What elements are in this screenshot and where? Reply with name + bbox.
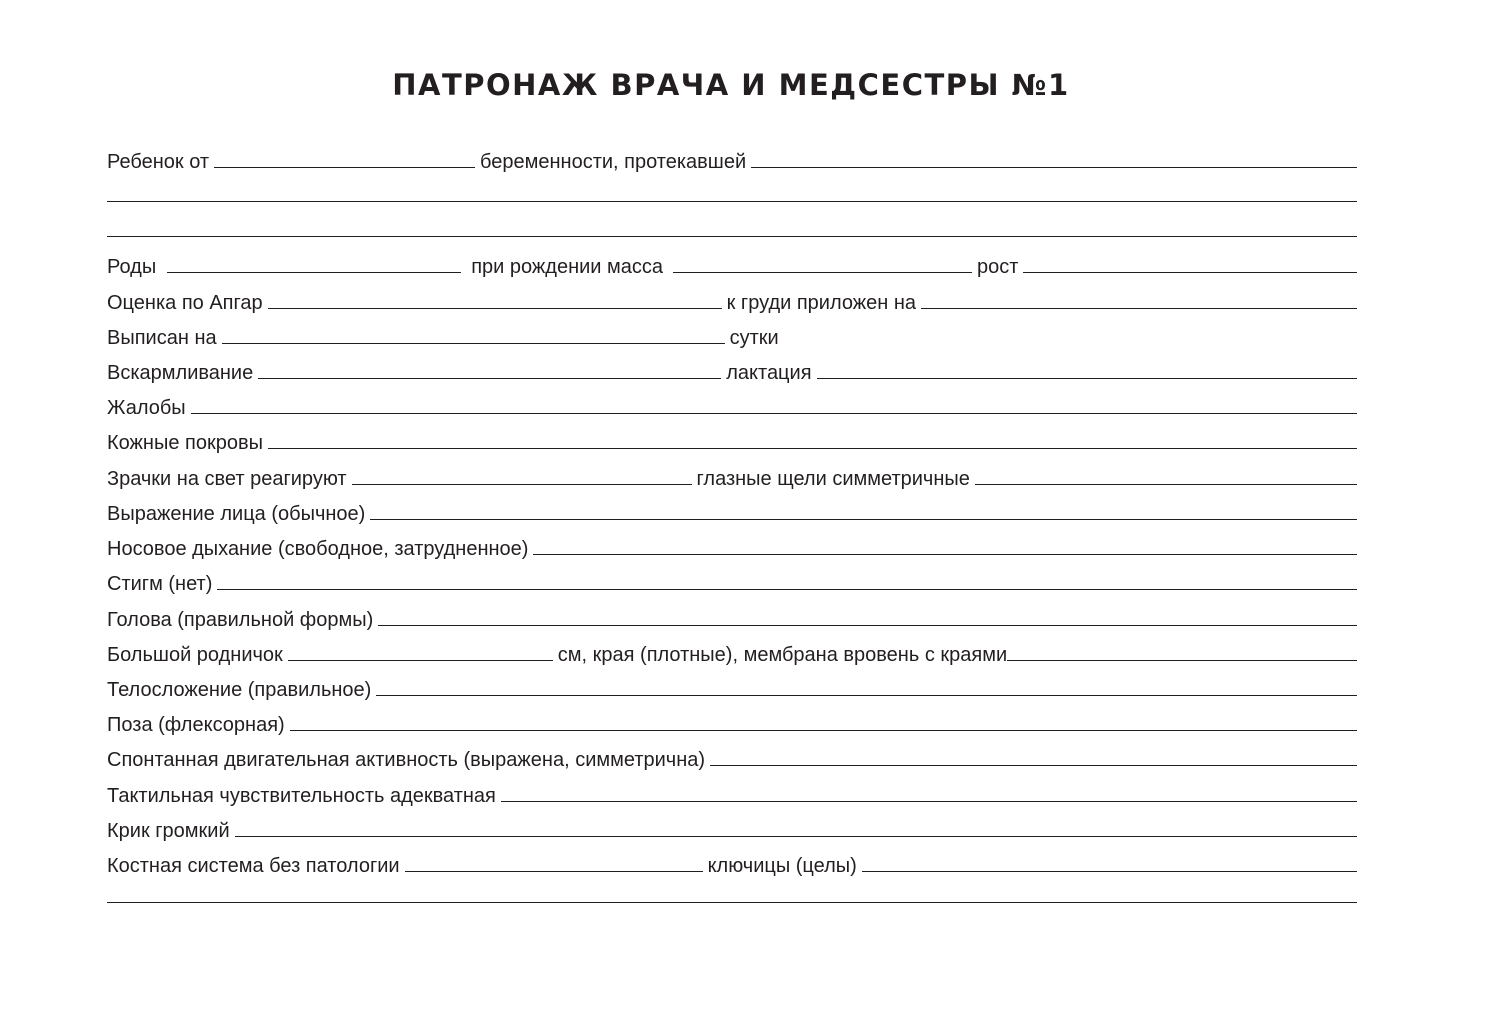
skin-blank[interactable] [268,448,1357,449]
form-row-cry [107,813,1357,843]
field-label: Выражение лица (обычное) [107,503,366,525]
field-label: рост [977,256,1019,278]
pregnancy-continuation-line-1[interactable] [107,201,1357,202]
form-row-nasal [107,531,1357,561]
form-row-feeding [107,355,1357,385]
pose-blank[interactable] [290,730,1357,731]
form-row-apgar [107,285,1357,315]
field-label: Ребенок от [107,151,210,173]
child-from-blank[interactable] [214,167,475,168]
feeding-blank[interactable] [258,378,721,379]
field-label: беременности, протекавшей [480,151,747,173]
form-row-skin [107,425,1357,455]
discharged-blank[interactable] [222,343,725,344]
field-label: Стигм (нет) [107,573,213,595]
form-row-pose [107,707,1357,737]
pupils-blank[interactable] [352,484,692,485]
field-label: к груди приложен на [726,292,917,314]
form-row-pupils [107,461,1357,491]
form-row-bones [107,848,1357,878]
height-blank[interactable] [1023,272,1357,273]
form-row-stigma [107,566,1357,596]
physique-blank[interactable] [376,695,1357,696]
form-row-motor [107,742,1357,772]
field-label: Носовое дыхание (свободное, затрудненное) [107,538,529,560]
field-label: Телосложение (правильное) [107,679,372,701]
fontanelle-blank[interactable] [288,660,553,661]
field-label: Кожные покровы [107,432,263,454]
nasal-blank[interactable] [533,554,1357,555]
field-label: Спонтанная двигательная активность (выражена, симметрична) [107,749,706,771]
head-blank[interactable] [378,625,1357,626]
birth-weight-blank[interactable] [673,272,972,273]
field-label: Тактильная чувствительность адекватная [107,785,496,807]
bones-continuation-line[interactable] [107,902,1357,903]
pregnancy-continuation-line-2[interactable] [107,236,1357,237]
form-row-fontanelle [107,637,1357,667]
form-row-tactile [107,778,1357,808]
field-label: Выписан на [107,327,217,349]
bones-blank[interactable] [405,871,703,872]
eye-slits-blank[interactable] [975,484,1357,485]
field-label: Жалобы [107,397,186,419]
complaints-blank[interactable] [191,413,1357,414]
apgar-blank[interactable] [268,308,722,309]
face-blank[interactable] [370,519,1357,520]
form-row-discharged [107,320,1357,350]
field-label: Зрачки на свет реагируют [107,468,347,490]
form-row-head [107,602,1357,632]
clavicles-blank[interactable] [862,871,1357,872]
field-label: Вскармливание [107,362,254,384]
field-label: см, края (плотные), мембрана вровень с краями [557,644,1008,666]
field-label: Оценка по Апгар [107,292,263,314]
form-row-pregnancy [107,144,1357,174]
field-label: сутки [729,327,779,349]
field-label: Роды [107,256,157,278]
field-label: лактация [726,362,812,384]
field-label: Большой родничок [107,644,283,666]
pregnancy-blank[interactable] [751,167,1357,168]
birth-blank[interactable] [167,272,461,273]
form-row-birth [107,249,1357,279]
field-label: Голова (правильной формы) [107,609,374,631]
field-label: Костная система без патологии [107,855,400,877]
field-label: при рождении масса [471,256,664,278]
lactation-blank[interactable] [817,378,1357,379]
field-label: глазные щели симметричные [696,468,970,490]
stigma-blank[interactable] [217,589,1357,590]
page-title: ПАТРОНАЖ ВРАЧА И МЕДСЕСТРЫ №1 [392,68,1070,102]
cry-blank[interactable] [235,836,1357,837]
form-row-physique [107,672,1357,702]
breast-blank[interactable] [921,308,1357,309]
fontanelle-edges-blank[interactable] [1007,660,1357,661]
motor-blank[interactable] [710,765,1357,766]
field-label: ключицы (целы) [707,855,857,877]
field-label: Крик громкий [107,820,230,842]
field-label: Поза (флексорная) [107,714,285,736]
form-row-complaints [107,390,1357,420]
form-row-face [107,496,1357,526]
tactile-blank[interactable] [501,801,1357,802]
